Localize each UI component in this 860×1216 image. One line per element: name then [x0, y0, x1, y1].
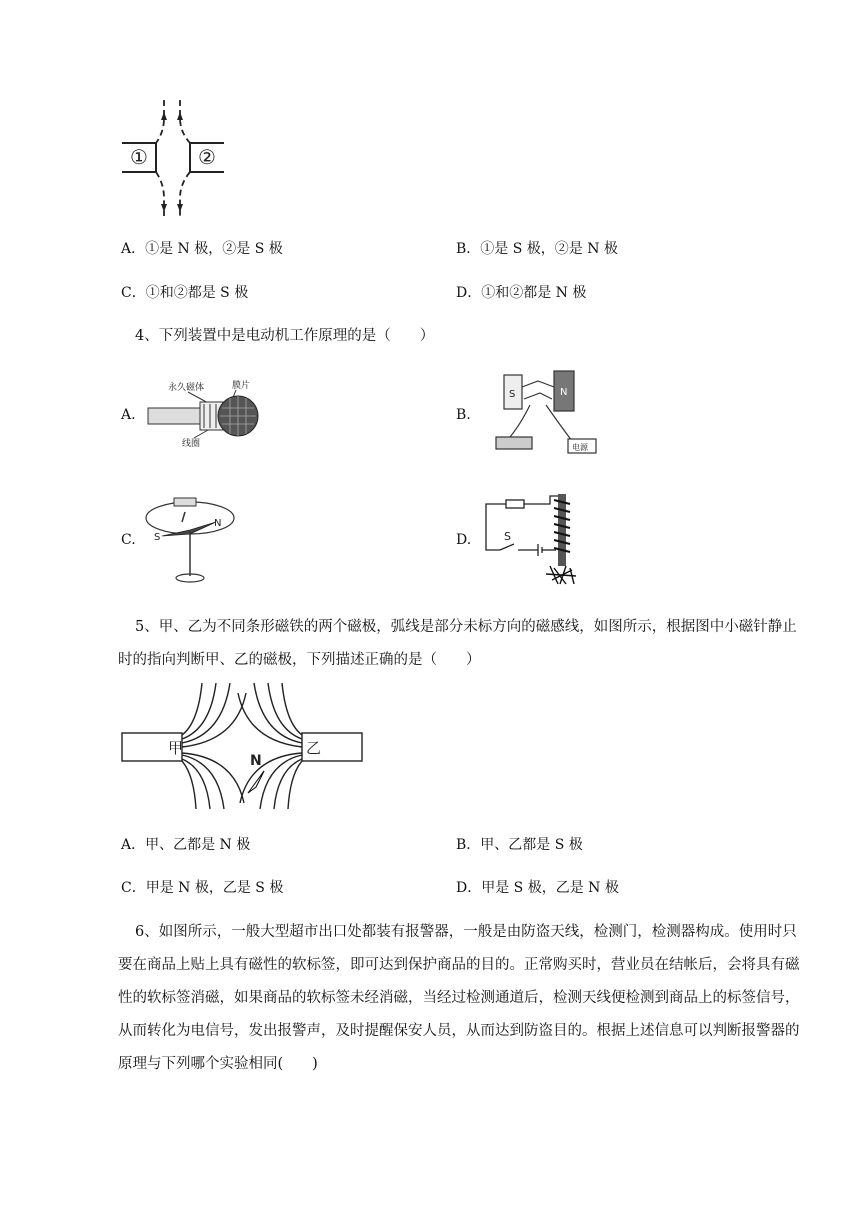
- q4-figure-c-needle: [140, 488, 240, 588]
- q4-c-pole-n: N: [214, 518, 222, 529]
- q5-option-b[interactable]: B．甲、乙都是 S 极: [456, 837, 583, 853]
- q3-pole-2: ②: [198, 145, 216, 169]
- q4-figure-d-electromagnet: [480, 488, 590, 588]
- q5-needle-n: N: [250, 753, 262, 769]
- q5-option-d[interactable]: D．甲是 S 极，乙是 N 极: [456, 880, 619, 896]
- q4-option-a[interactable]: A.: [121, 407, 136, 423]
- q4-c-pole-s: S: [154, 532, 161, 543]
- q3-pole-1: ①: [130, 145, 148, 169]
- q4-figure-a-speaker: [140, 378, 265, 458]
- q4-b-pole-s: S: [509, 389, 516, 400]
- q3-option-d[interactable]: D．①和②都是 N 极: [456, 285, 587, 301]
- q4-d-switch-label: S: [504, 530, 511, 543]
- q4-option-b[interactable]: B.: [456, 407, 471, 423]
- q4-option-d[interactable]: D.: [456, 532, 472, 548]
- q5-option-a[interactable]: A．甲、乙都是 N 极: [121, 837, 251, 853]
- q3-option-b[interactable]: B．①是 S 极，②是 N 极: [456, 241, 618, 257]
- q4-a-label-magnet: 永久磁体: [168, 383, 205, 393]
- q4-a-label-membrane: 膜片: [232, 381, 251, 391]
- q4-b-label-power: 电源: [572, 443, 588, 452]
- q4-stem: 4、下列装置中是电动机工作原理的是（ ）: [135, 328, 435, 344]
- q5-option-c[interactable]: C．甲是 N 极，乙是 S 极: [121, 880, 284, 896]
- q5-pole-right: 乙: [306, 739, 322, 757]
- q4-figure-b-motor: [480, 365, 605, 465]
- q5-stem: 5、甲、乙为不同条形磁铁的两个磁极，弧线是部分未标方向的磁感线，如图所示，根据图中小磁针静止时的指向判断甲、乙的磁极，下列描述正确的是（ ）: [118, 619, 797, 668]
- q4-option-c[interactable]: C.: [121, 532, 136, 548]
- q3-magnet-figure: [118, 98, 233, 218]
- q5-magnet-figure: [118, 683, 368, 813]
- q6-stem: 6、如图所示，一般大型超市出口处都装有报警器，一般是由防盗天线，检测门，检测器构成。使用时只要在商品上贴上具有磁性的软标签，即可达到保护商品的目的。正常购买时，营业员在结帐后，会将具有磁性的软标签消磁，如果商品的软标签未经消磁，当经过检测通道后，检测天线便检测到商品上的标签信号，从而转化为电信号，发出报警声，及时提醒保安人员，从而达到防盗目的。根据上述信息可以判断报警器的原理与下列哪个实验相同( ): [118, 924, 800, 1072]
- q4-a-label-coil: 线圈: [182, 439, 201, 449]
- q4-b-pole-n: N: [560, 387, 568, 398]
- q3-option-c[interactable]: C．①和②都是 S 极: [121, 285, 249, 301]
- q3-option-a[interactable]: A．①是 N 极，②是 S 极: [121, 241, 283, 257]
- q5-pole-left: 甲: [168, 739, 184, 757]
